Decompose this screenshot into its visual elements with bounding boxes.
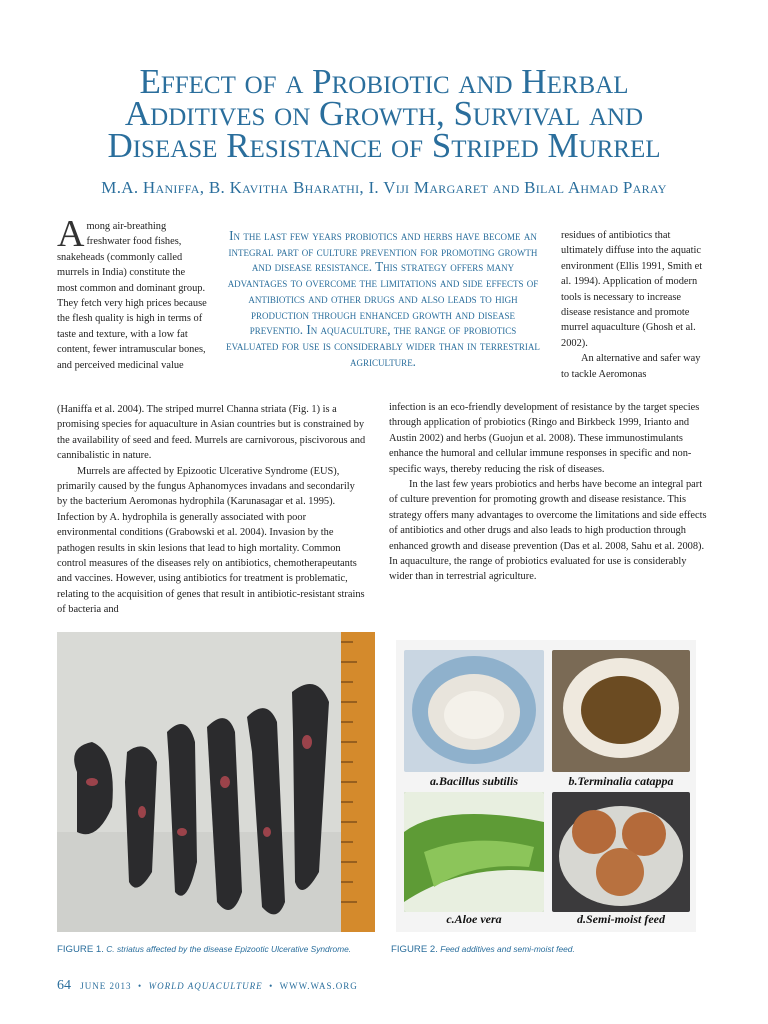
figure1-label: FIGURE 1.	[57, 944, 104, 955]
col2-alt-start: An alternative and safer way to tackle Aeromonas	[561, 353, 701, 380]
col2-narrow: residues of antibiotics that ultimately diffuse into the aquatic environment (Ellis 1991, Smith et al. 1994). Application of modern tools is necessary to increase disease resistance and promote murrel aquaculture (Ghosh et al. 2002).	[561, 230, 703, 349]
label-bacillus: a.Bacillus subtilis	[429, 774, 519, 788]
figure2-caption-text: Feed additives and semi-moist feed.	[440, 944, 575, 954]
col1-intro	[57, 213, 207, 373]
page-footer	[57, 978, 358, 994]
panel-bacillus	[404, 650, 544, 772]
fish-illustration	[57, 632, 375, 932]
brown-powder-illustration	[552, 650, 690, 772]
label-aloe: c.Aloe vera	[446, 912, 502, 926]
label-feed: d.Semi-moist feed	[577, 912, 665, 926]
col2-body	[389, 400, 711, 585]
feed-balls-illustration	[552, 792, 690, 912]
col1-p1-wide: (Haniffa et al. 2004). The striped murrel Channa striata (Fig. 1) is a promising species for aquaculture in Asian countries but is constrained by the availability of seed and feed. Murrels are carnivorous, piscivorous and cannibalistic in nature.	[57, 404, 366, 462]
figure2-photo	[396, 640, 696, 932]
page-number: 64	[57, 978, 71, 993]
magazine-name: WORLD AQUACULTURE	[148, 981, 263, 991]
panel-aloe	[404, 792, 544, 912]
website-url: WWW.WAS.ORG	[279, 981, 358, 991]
dropcap: A	[57, 213, 85, 255]
figure2-caption	[391, 944, 575, 955]
col1-p1-narrow: mong air-breathing freshwater food fishes, snakeheads (commonly called murrels in India) constitute the most common and dominant group. They fetch very high prices because the flesh quality is high in terms of taste and texture, with a low fat content, fewer intramuscular bones, and perceived medicinal value	[57, 221, 207, 371]
figure1-caption	[57, 944, 351, 955]
article-title	[0, 62, 768, 165]
pull-quote: In the last few years probiotics and herbs have become an integral part of culture prevention for promoting growth and disease resistance. This strategy offers many advantages to overcome the limitations and side effects of antibiotics and other drugs and also leads to high production through enhanced growth and disease preventio. In aquaculture, the range of probiotics evaluated for use is considerably wider than in terrestrial agriculture.	[226, 228, 540, 369]
col1-body	[57, 402, 367, 618]
author-list: M.A. Haniffa, B. Kavitha Bharathi, I. Viji Margaret and Bilal Ahmad Paray	[101, 178, 667, 197]
issue-date: JUNE 2013	[80, 981, 132, 991]
powder-bowl-illustration	[404, 650, 544, 772]
panel-terminalia	[552, 650, 690, 772]
title-line-2: Additives on Growth, Survival and	[124, 94, 644, 133]
title-line-1: Effect of a Probiotic and Herbal	[139, 62, 629, 101]
col2-intro	[561, 228, 711, 382]
title-line-3: Disease Resistance of Striped Murrel	[107, 126, 661, 165]
figure2-label: FIGURE 2.	[391, 944, 438, 955]
label-terminalia: b.Terminalia catappa	[568, 774, 674, 788]
col2-alt-rest: infection is an eco-friendly development of resistance by the target species through application of probiotics (Ringo and Birkbeck 1999, Irianto and Austin 2002) and herbs (Guojun et al. 2008). These immunostimulants enhance the humoral and cellular immune responses in specific and non-specific ways, thereby reducing the risk of diseases.	[389, 402, 700, 475]
footer-separator-1: •	[138, 981, 143, 991]
figure1-photo	[57, 632, 375, 932]
footer-separator-2: •	[269, 981, 274, 991]
panel-feed	[552, 792, 690, 912]
aloe-leaf-illustration	[404, 792, 544, 912]
col1-p2: Murrels are affected by Epizootic Ulcerative Syndrome (EUS), primarily caused by the fungus Aphanomyces invadans and secondarily by the bacterium Aeromonas hydrophila (Karunasagar et al. 1995). Infection by A. hydrophila is generally associated with poor environmental conditions (Grabowski et al. 2004). Invasion by the pathogen results in skin lesions that lead to high mortality. Common control measures of the diseases rely on antibiotics, chemotherapeutants and vaccines. However, using antibiotics for treatment is problematic, relating to the acquisition of genes that result in antibiotic-resistant strains of bacteria and	[57, 465, 365, 616]
figure1-caption-text: C. striatus affected by the disease Epizootic Ulcerative Syndrome.	[106, 944, 352, 954]
col2-p-last: In the last few years probiotics and herbs have become an integral part of culture prevention for promoting growth and disease resistance. This strategy offers many advantages to overcome the limitations and side effects of antibiotics and other drugs and also leads to high production through enhanced growth and disease prevention (Das et al. 2008, Sahu et al. 2008). In aquaculture, the range of probiotics evaluated for use is considerably wider than in terrestrial agriculture.	[389, 479, 707, 583]
